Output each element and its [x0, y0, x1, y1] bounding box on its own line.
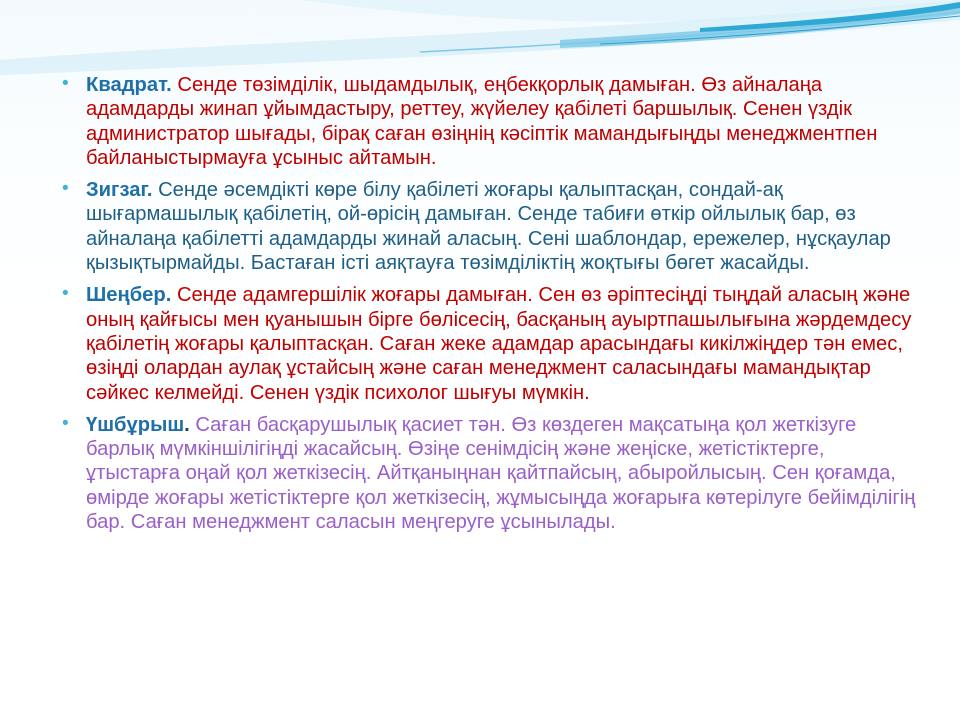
description-shenber: Сенде адамгершілік жоғары дамыған. Сен өз әріптесіңді тыңдай аласың және оның қайғысы мен қуанышын бірге бөлісесің, басқаның ауыртпашылығына жәрдемдесу қабілетің жоғары қалыптасқан. Саған жеке адамдар арасындағы кикілжіңдер тән емес, өзіңді олардан аулақ ұстайсың және саған менеджмент саласындағы мамандықтар сәйкес келмейді. Сенен үздік психолог шығуы мүмкін.	[86, 284, 912, 404]
description-ushburysh: Саған басқарушылық қасиет тән. Өз көздеген мақсатыңа қол жеткізуге барлық мүмкіншілігіңді жасайсың. Өзіңе сенімдісің және жеңіске, жетістіктерге, ұтыстарға оңай қол жеткізесің. Айтқаныңнан қайтпайсың, абыройлысың. Сен қоғамда, өмірде жоғары жетістіктерге қол жеткізесің, жұмысыңда жоғарыға көтерілуге бейімділігің бар. Саған менеджмент саласын меңгеруге ұсынылады.	[86, 413, 916, 534]
slide-content	[62, 73, 916, 542]
description-zigzag: Сенде әсемдікті көре білу қабілеті жоғары қалыптасқан, сондай-ақ шығармашылық қабілетің, ой-өрісің дамыған. Сенде табиғи өткір ойлылық бар, өз айналаңа қабілетті адамдарды жинай аласың. Сені шаблондар, ережелер, нұсқаулар қызықтырмайды. Бастаған істі аяқтауға төзімділіктің жоқтығы бөгет жасайды.	[86, 179, 891, 275]
list-item	[62, 283, 916, 404]
list-item	[62, 73, 916, 170]
term-shenber: Шеңбер.	[86, 284, 172, 307]
term-kvadrat: Квадрат.	[86, 74, 172, 96]
list-item	[62, 412, 916, 534]
bullet-icon: •	[62, 283, 69, 305]
term-period: .	[184, 413, 190, 436]
list-item	[62, 178, 916, 275]
bullet-icon: •	[62, 178, 69, 200]
bullet-icon: •	[62, 73, 69, 94]
term-ushburysh: Үшбұрыш	[86, 413, 185, 436]
term-zigzag: Зигзаг.	[86, 179, 153, 202]
bullet-icon: •	[62, 412, 69, 434]
description-kvadrat: Сенде төзімділік, шыдамдылық, еңбекқорлық дамыған. Өз айналаңа адамдарды жинап ұйымдастыру, реттеу, жүйелеу қабілеті баршылық. Сенен үздік администратор шығады, бірақ саған өзіңнің кәсіптік мамандығыңды менеджментпен байланыстырмауға ұсыныс айтамын.	[86, 74, 878, 169]
